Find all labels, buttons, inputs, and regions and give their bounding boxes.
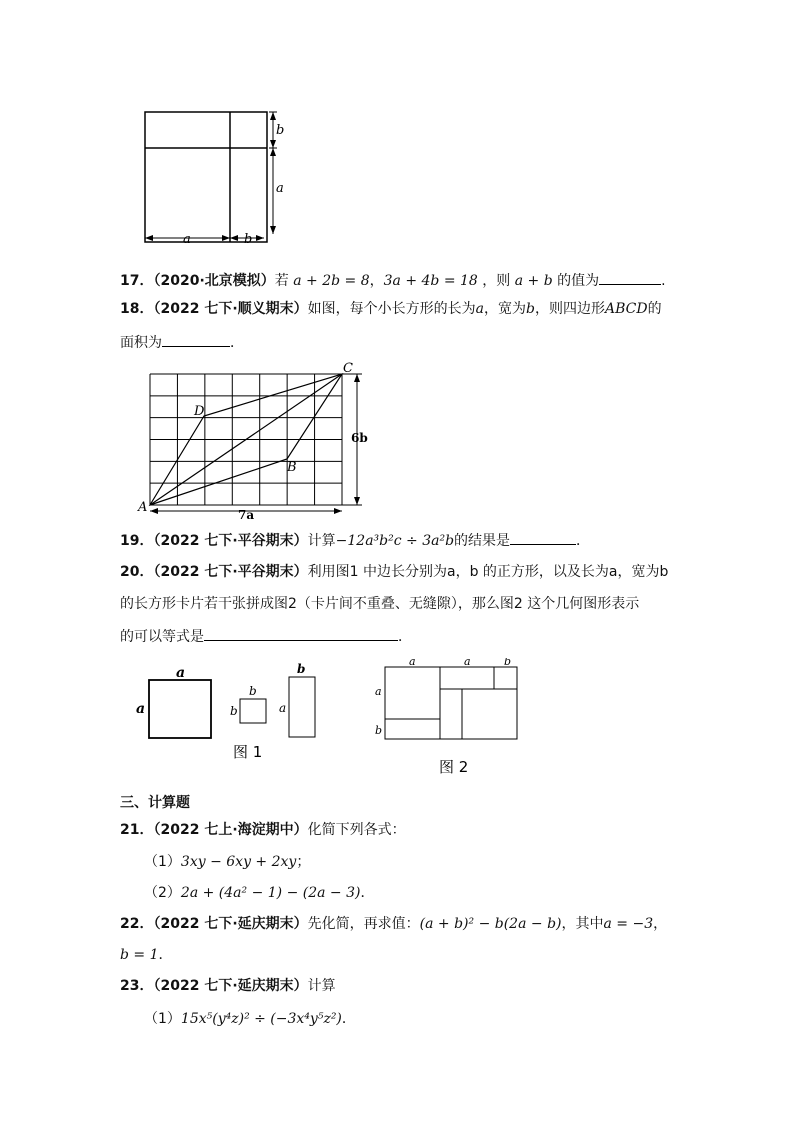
- fig2-top-a2: a: [464, 658, 471, 668]
- fig2-left-b: b: [375, 724, 383, 737]
- q18-source: （2022 七下·顺义期末）: [153, 301, 308, 317]
- question-17: [120, 270, 666, 290]
- q23-p1-expr: 15x⁵(y⁴z)² ÷ (−3x⁴y⁵z²): [180, 1011, 342, 1027]
- q22-cond1: a = −3: [603, 916, 654, 932]
- q19-text-2: 的结果是: [454, 533, 511, 549]
- q23-source: （2022 七下·延庆期末）: [153, 978, 308, 994]
- q19-text-1: 计算: [307, 533, 336, 549]
- vertex-a: A: [138, 500, 148, 515]
- section-3-title-text: 三、计算题: [120, 795, 190, 811]
- fig1-rect-top: b: [297, 662, 306, 676]
- fig2-left-a: a: [375, 685, 382, 698]
- q21-p1-label: （1）: [144, 854, 181, 870]
- question-18: [120, 300, 662, 318]
- q22-expr: (a + b)² − b(2a − b): [419, 916, 562, 932]
- fig2-outer: [385, 667, 517, 739]
- figure-18-grid: [136, 360, 376, 520]
- q18-text-2: ，宽为: [484, 301, 527, 317]
- question-19: [120, 530, 590, 550]
- q17-expr: a + b: [514, 273, 553, 289]
- q23-p1-end: ．: [341, 1011, 356, 1027]
- fig2-top-a1: a: [409, 658, 416, 668]
- q18-answer-blank[interactable]: [162, 332, 230, 347]
- fig1-rect-left: a: [279, 701, 287, 715]
- q19-source: （2022 七下·平谷期末）: [153, 533, 308, 549]
- q19-answer-blank[interactable]: [510, 530, 576, 545]
- dim-6b: 6b: [351, 431, 368, 445]
- question-20-line2: [120, 595, 639, 613]
- q17-text-2: ，则: [477, 273, 515, 289]
- square-a: [149, 680, 211, 738]
- fig2-caption: 图 2: [439, 758, 469, 776]
- dim-a-right: a: [276, 181, 284, 196]
- q17-eq2: 3a + 4b = 18: [383, 273, 478, 289]
- q18-abcd: ABCD: [604, 301, 648, 317]
- q18-line2-text: 面积为: [120, 335, 162, 351]
- question-21-part1: [144, 853, 310, 871]
- figure-square-partition: [130, 100, 290, 250]
- q20-line3-text: 的可以等式是: [120, 629, 204, 645]
- q21-p1-end: ；: [296, 854, 311, 870]
- fig1-caption: 图 1: [233, 743, 263, 761]
- q22-text-3: ，: [653, 916, 668, 932]
- rectangle-ab: [289, 677, 315, 737]
- fig1-square-a-top: a: [176, 665, 186, 681]
- q22-source: （2022 七下·延庆期末）: [153, 916, 308, 932]
- q18-text-3: ，则四边形: [534, 301, 605, 317]
- fig1-square-a-left: a: [136, 701, 146, 717]
- q20-number: 20．: [120, 564, 154, 580]
- q17-sep: ，: [369, 273, 384, 289]
- q17-text-1: 若: [274, 273, 294, 289]
- question-23: [120, 977, 336, 995]
- q21-number: 21．: [120, 822, 154, 838]
- q17-text-3: 的值为: [552, 273, 600, 289]
- q18-text-4: 的: [647, 301, 662, 317]
- q18-end: ．: [230, 335, 244, 351]
- question-18-line2: [120, 332, 244, 352]
- question-23-part1: [144, 1010, 356, 1028]
- q22-end: ．: [158, 947, 173, 963]
- q18-text-1: 如图，每个小长方形的长为: [307, 301, 476, 317]
- fig2-top-b: b: [504, 658, 512, 668]
- q21-text-1: 化简下列各式：: [307, 822, 406, 838]
- q20-line2-text: 的长方形卡片若干张拼成图2（卡片间不重叠、无缝隙），那么图2 这个几何图形表示: [120, 596, 640, 612]
- q17-eq1: a + 2b = 8: [293, 273, 370, 289]
- q19-end: ．: [576, 533, 591, 549]
- q17-answer-blank[interactable]: [599, 270, 661, 285]
- fig1-square-b-top: b: [249, 684, 257, 698]
- q22-number: 22．: [120, 916, 154, 932]
- question-21-part2: [144, 884, 374, 902]
- vertex-c: C: [343, 361, 353, 376]
- q20-end: ．: [398, 629, 412, 645]
- question-22-line2: [120, 946, 173, 964]
- q17-number: 17．: [120, 273, 154, 289]
- q18-b: b: [526, 301, 535, 317]
- q21-p2-label: （2）: [144, 885, 181, 901]
- q23-number: 23．: [120, 978, 154, 994]
- q20-answer-blank[interactable]: [204, 626, 398, 641]
- fig1-square-b-left: b: [230, 704, 238, 718]
- q22-text-1: 先化简，再求值：: [307, 916, 420, 932]
- q18-number: 18．: [120, 301, 154, 317]
- vertex-b: B: [287, 460, 297, 475]
- q17-source: （2020·北京模拟）: [153, 273, 275, 289]
- question-22: [120, 915, 667, 933]
- q20-source: （2022 七下·平谷期末）: [153, 564, 308, 580]
- q22-cond2: b = 1: [120, 947, 159, 963]
- section-3-title: [120, 794, 190, 812]
- dim-b-right: b: [276, 123, 285, 138]
- q19-number: 19．: [120, 533, 154, 549]
- q22-text-2: ，其中: [561, 916, 604, 932]
- vertex-d: D: [194, 404, 205, 419]
- outer-square: [145, 112, 267, 242]
- q23-text-1: 计算: [307, 978, 336, 994]
- dim-b-bottom: b: [244, 232, 253, 247]
- dim-7a: 7a: [238, 508, 255, 520]
- q21-p2-expr: 2a + (4a² − 1) − (2a − 3): [180, 885, 361, 901]
- q20-text-1: 利用图1 中边长分别为a，b 的正方形，以及长为a，宽为b: [307, 564, 669, 580]
- q17-end: .: [661, 273, 666, 289]
- question-21: [120, 821, 406, 839]
- figure-20: [130, 658, 530, 778]
- q19-expr: −12a³b²c ÷ 3a²b: [335, 533, 455, 549]
- q18-a: a: [475, 301, 485, 317]
- q23-p1-label: （1）: [144, 1011, 181, 1027]
- question-20: [120, 563, 668, 581]
- q21-p2-end: ．: [360, 885, 375, 901]
- question-20-line3: [120, 626, 412, 646]
- square-b: [240, 699, 266, 723]
- dim-a-bottom: a: [183, 232, 191, 247]
- q21-source: （2022 七上·海淀期中）: [153, 822, 308, 838]
- q21-p1-expr: 3xy − 6xy + 2xy: [180, 854, 297, 870]
